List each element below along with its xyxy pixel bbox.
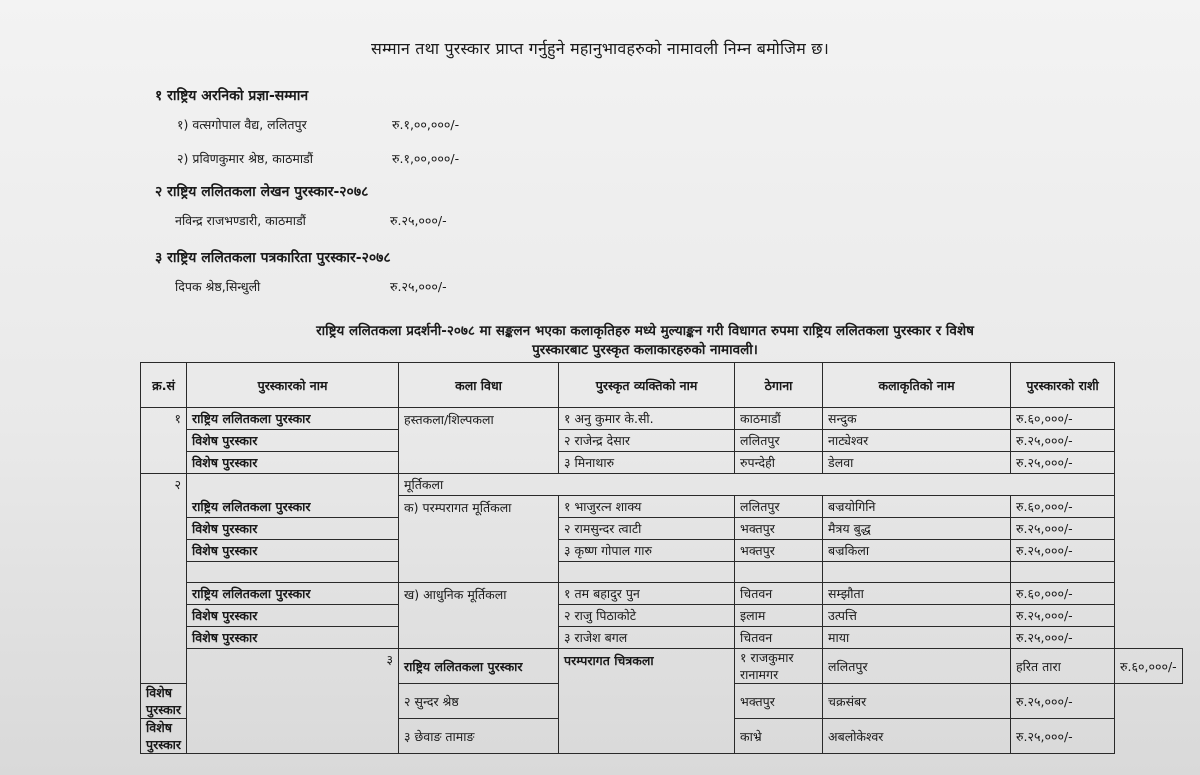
cell-address: काभ्रे	[735, 719, 823, 754]
cell-address: इलाम	[735, 605, 823, 627]
list-item	[155, 208, 510, 232]
header-person: पुरस्कृत व्यक्तिको नाम	[559, 363, 735, 408]
cell-award: विशेष पुरस्कार	[187, 540, 399, 562]
cell-address: भक्तपुर	[735, 518, 823, 540]
cell-award: विशेष पुरस्कार	[141, 684, 187, 719]
header-artwork: कलाकृतिको नाम	[823, 363, 1011, 408]
table-spacer-row	[141, 562, 1183, 583]
cell-amount: रु.२५,०००/-	[1011, 540, 1115, 562]
cell-amount: रु.२५,०००/-	[1011, 452, 1115, 474]
cell-sn: ३	[187, 649, 399, 754]
cell-award: विशेष पुरस्कार	[187, 430, 399, 452]
cell-award: राष्ट्रिय ललितकला पुरस्कार	[399, 649, 559, 684]
header-award: पुरस्कारको नाम	[187, 363, 399, 408]
recipient-name: १) वत्सगोपाल वैद्य, ललितपुर	[177, 116, 307, 132]
cell-artwork: सन्दुक	[823, 408, 1011, 430]
cell-artwork: हरित तारा	[1011, 649, 1115, 684]
table-row	[141, 583, 1183, 605]
cell-amount: रु.६०,०००/-	[1011, 583, 1115, 605]
cell-amount: रु.२५,०००/-	[1011, 430, 1115, 452]
award-amount: रु.१,००,०००/-	[392, 116, 460, 132]
cell-award: विशेष पुरस्कार	[187, 452, 399, 474]
cell-address: भक्तपुर	[735, 540, 823, 562]
cell-artwork: बज्रयोगिनि	[823, 496, 1011, 518]
cell-award: विशेष पुरस्कार	[187, 605, 399, 627]
table-row	[141, 408, 1183, 430]
cell-person: २ सुन्दर श्रेष्ठ	[399, 684, 559, 719]
recipient-name: २) प्रविणकुमार श्रेष्ठ, काठमाडौं	[177, 150, 313, 166]
cell-artwork: बज्रकिला	[823, 540, 1011, 562]
cell-award: विशेष पुरस्कार	[187, 518, 399, 540]
cell-award: विशेष पुरस्कार	[141, 719, 187, 754]
cell-award: राष्ट्रिय ललितकला पुरस्कार	[187, 583, 399, 605]
table-row	[141, 649, 1183, 684]
table-header-row	[141, 363, 1183, 408]
cell-amount: रु.२५,०००/-	[1011, 518, 1115, 540]
cell-address: ललितपुर	[823, 649, 1011, 684]
section-title: १ राष्ट्रिय अरनिको प्रज्ञा-सम्मान	[155, 88, 309, 104]
table-title-line: राष्ट्रिय ललितकला प्रदर्शनी-२०७८ मा सङ्कलन भएका कलाकृतिहरु मध्ये मुल्याङ्कन गरी विधागत रुपमा राष्ट्रिय ललितकला पुरस्कार र विशेष	[316, 323, 974, 339]
cell-person: १ भाजुरत्न शाक्य	[559, 496, 735, 518]
cell-award: राष्ट्रिय ललितकला पुरस्कार	[187, 408, 399, 430]
cell-amount: रु.२५,०००/-	[1011, 605, 1115, 627]
table-row	[141, 496, 1183, 518]
section-arniko-samman	[155, 86, 512, 170]
cell-person: २ रामसुन्दर त्वाटी	[559, 518, 735, 540]
table-row	[141, 452, 1183, 474]
cell-person: २ राजु पिठाकोटे	[559, 605, 735, 627]
cell-address: चितवन	[735, 627, 823, 649]
cell-artwork: माया	[823, 627, 1011, 649]
list-item	[155, 112, 512, 136]
cell-genre: ख) आधुनिक मूर्तिकला	[399, 583, 559, 649]
cell-amount: रु.२५,०००/-	[1011, 719, 1115, 754]
cell-artwork: नाट्येश्वर	[823, 430, 1011, 452]
cell-genre: हस्तकला/शिल्पकला	[399, 408, 559, 474]
award-amount: रु.२५,०००/-	[390, 278, 447, 294]
cell-person: ३ छेवाङ तामाङ	[399, 719, 559, 754]
cell-address: काठमाडौं	[735, 408, 823, 430]
recipient-name: दिपक श्रेष्ठ,सिन्धुली	[175, 278, 261, 294]
cell-person: १ तम बहादुर पुन	[559, 583, 735, 605]
list-item	[155, 274, 510, 298]
cell-amount: रु.६०,०००/-	[1011, 496, 1115, 518]
cell-amount: रु.६०,०००/-	[1011, 408, 1115, 430]
cell-person: ३ राजेश बगल	[559, 627, 735, 649]
award-amount: रु.२५,०००/-	[390, 212, 447, 228]
cell-artwork: सम्झौता	[823, 583, 1011, 605]
cell-award: राष्ट्रिय ललितकला पुरस्कार	[187, 496, 399, 518]
cell-sn: १	[141, 408, 187, 474]
table-row	[141, 518, 1183, 540]
cell-person: १ राजकुमार रानामगर	[735, 649, 823, 684]
cell-award: विशेष पुरस्कार	[187, 627, 399, 649]
list-item	[155, 146, 512, 170]
header-sn: क्र.सं	[141, 363, 187, 408]
cell-person: ३ मिनाथारु	[559, 452, 735, 474]
cell-amount: रु.२५,०००/-	[1011, 684, 1115, 719]
table-title	[140, 322, 1150, 360]
table-row	[141, 627, 1183, 649]
cell-artwork: डेलवा	[823, 452, 1011, 474]
cell-person: ३ कृष्ण गोपाल गारु	[559, 540, 735, 562]
cell-address: रुपन्देही	[735, 452, 823, 474]
header-genre: कला विधा	[399, 363, 559, 408]
cell-category: मूर्तिकला	[399, 474, 1115, 496]
table-row	[141, 540, 1183, 562]
cell-artwork: उत्पत्ति	[823, 605, 1011, 627]
cell-artwork: चक्रसंबर	[823, 684, 1011, 719]
cell-address: ललितपुर	[735, 430, 823, 452]
table-title-line: पुरस्कारबाट पुरस्कृत कलाकारहरुको नामावली।	[532, 342, 758, 358]
cell-genre: परम्परागत चित्रकला	[559, 649, 735, 754]
awards-table	[140, 362, 1183, 754]
section-title: २ राष्ट्रिय ललितकला लेखन पुरस्कार-२०७८	[155, 184, 369, 200]
cell-address: ललितपुर	[735, 496, 823, 518]
recipient-name: नविन्द्र राजभण्डारी, काठमाडौं	[175, 212, 306, 228]
table-row-category	[141, 474, 1183, 496]
cell-genre: क) परम्परागत मूर्तिकला	[399, 496, 559, 583]
table-row	[141, 430, 1183, 452]
cell-person: १ अनु कुमार के.सी.	[559, 408, 735, 430]
section-lekhan-puraskar	[155, 182, 510, 232]
cell-person: २ राजेन्द्र देसार	[559, 430, 735, 452]
award-amount: रु.१,००,०००/-	[392, 150, 460, 166]
header-address: ठेगाना	[735, 363, 823, 408]
page-heading: सम्मान तथा पुरस्कार प्राप्त गर्नुहुने महानुभावहरुको नामावली निम्न बमोजिम छ।	[371, 39, 829, 58]
cell-amount: रु.६०,०००/-	[1115, 649, 1183, 684]
cell-address: भक्तपुर	[735, 684, 823, 719]
table-row	[141, 605, 1183, 627]
cell-amount: रु.२५,०००/-	[1011, 627, 1115, 649]
cell-sn: २	[141, 474, 187, 684]
cell-artwork: मैत्रय बुद्ध	[823, 518, 1011, 540]
section-patrakarita-puraskar	[155, 248, 510, 298]
section-title: ३ राष्ट्रिय ललितकला पत्रकारिता पुरस्कार-२०७८	[155, 250, 391, 266]
cell-address: चितवन	[735, 583, 823, 605]
cell-artwork: अबलोकेश्वर	[823, 719, 1011, 754]
header-amount: पुरस्कारको राशी	[1011, 363, 1115, 408]
